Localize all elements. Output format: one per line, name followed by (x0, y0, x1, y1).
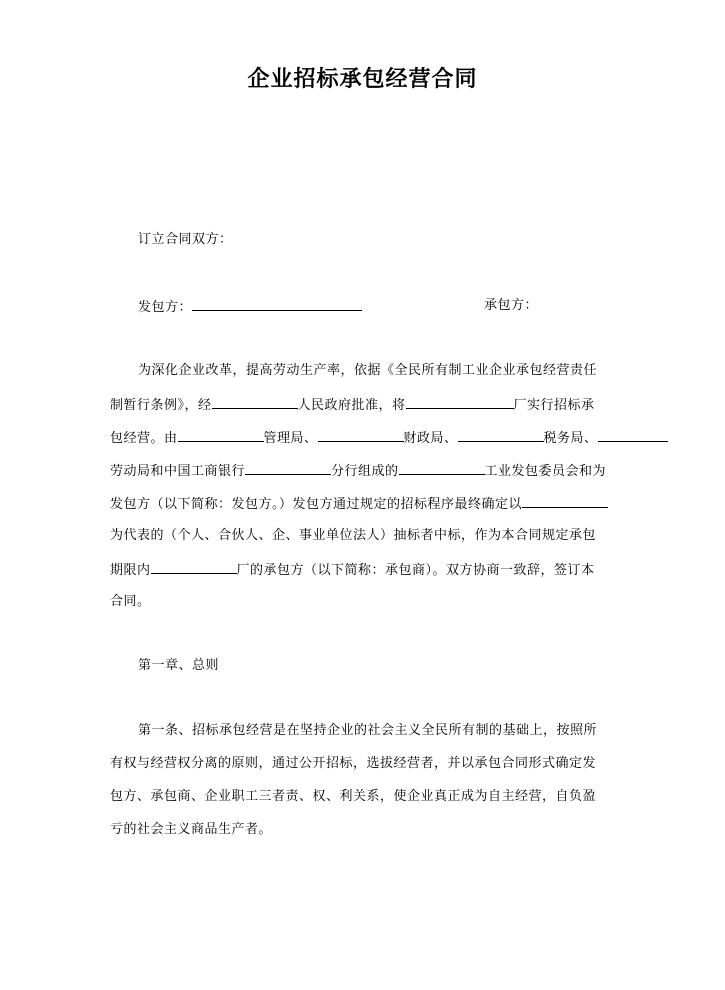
employer-line (138, 297, 362, 317)
preamble-text: 工业发包委员会和为 (484, 464, 607, 479)
preamble-text: 分行组成的 (331, 464, 399, 479)
tax-bureau-blank[interactable] (458, 428, 544, 442)
preamble-line-8: 合同。 (110, 594, 151, 609)
finance-bureau-blank[interactable] (318, 428, 404, 442)
bank-branch-blank[interactable] (245, 461, 331, 475)
administration-bureau-blank[interactable] (178, 428, 264, 442)
preamble-line-4 (110, 461, 606, 481)
article-1-line-3: 包方、承包商、企业职工三者责、权、利关系，使企业真正成为自主经营，自负盈 (110, 789, 597, 804)
preamble-text: 期限内 (110, 563, 151, 578)
preamble-text: 厂的承包方（以下简称：承包商）。双方协商一致辞，签订本 (236, 563, 595, 578)
preamble-line-6: 为代表的（个人、合伙人、企、事业单位法人）抽标者中标，作为本合同规定承包 (110, 528, 597, 543)
preamble-text: 税务局、 (543, 431, 598, 446)
article-1-line-2: 有权与经营权分离的原则，通过公开招标，选拔经营者，并以承包合同形式确定发 (110, 756, 597, 771)
preamble-text: 人民政府批准，将 (297, 398, 406, 413)
factory-name-blank[interactable] (406, 395, 514, 409)
approving-government-blank[interactable] (212, 395, 298, 409)
preamble-text: 发包方（以下简称：发包方。）发包方通过规定的招标程序最终确定以 (110, 497, 523, 512)
parties-heading: 订立合同双方： (138, 232, 233, 247)
article-1-line-1: 第一条、招标承包经营是在坚持企业的社会主义全民所有制的基础上，按照所 (138, 723, 598, 738)
employer-label: 发包方： (138, 300, 193, 315)
preamble-line-7 (110, 560, 595, 580)
preamble-line-5 (110, 494, 608, 514)
chapter-1-heading: 第一章、总则 (138, 658, 220, 673)
preamble-text: 管理局、 (263, 431, 318, 446)
document-title: 企业招标承包经营合同 (247, 67, 478, 92)
preamble-text: 劳动局和中国工商银行 (110, 464, 246, 479)
article-1-line-4: 亏的社会主义商品生产者。 (110, 822, 273, 837)
preamble-line-1: 为深化企业改革，提高劳动生产率，依据《全民所有制工业企业承包经营责任 (138, 363, 598, 378)
preamble-line-3 (110, 428, 668, 448)
preamble-text: 财政局、 (403, 431, 458, 446)
contractor-label: 承包方： (484, 298, 539, 313)
preamble-line-2 (110, 395, 595, 415)
labor-bureau-blank[interactable] (598, 428, 668, 442)
employer-blank[interactable] (192, 297, 362, 311)
preamble-text: 包经营。由 (110, 431, 178, 446)
preamble-text: 厂实行招标承 (513, 398, 595, 413)
representative-blank[interactable] (522, 494, 608, 508)
contract-factory-blank[interactable] (151, 560, 237, 574)
committee-blank[interactable] (399, 461, 485, 475)
preamble-text: 制暂行条例》，经 (110, 398, 212, 413)
